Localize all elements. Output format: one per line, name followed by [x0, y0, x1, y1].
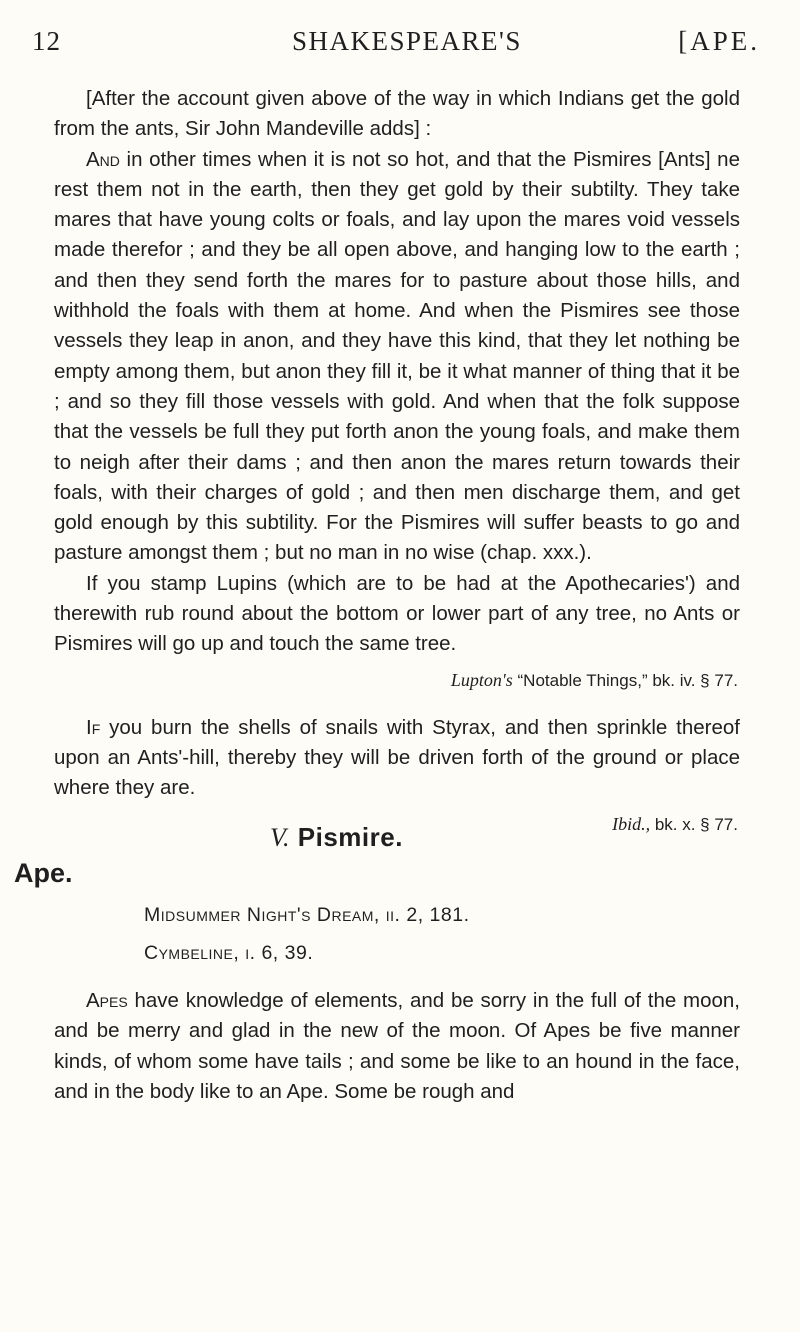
ibid-cite-rest: bk. x. § 77. — [650, 814, 738, 834]
main-text — [54, 84, 740, 843]
running-title: SHAKESPEARE'S — [292, 26, 522, 56]
reference-line: Cymbeline, i. 6, 39. — [144, 942, 314, 964]
snails-lead: If — [86, 715, 101, 739]
play-references — [144, 896, 470, 972]
lupton-cite-rest: “Notable Things,” bk. iv. § 77. — [512, 670, 738, 690]
apes-text — [54, 986, 740, 1107]
catchword: [APE. — [678, 26, 760, 56]
see-also-pismire — [270, 822, 403, 853]
lupton-citation — [54, 666, 740, 695]
lupins-paragraph: If you stamp Lupins (which are to be had at the Apothecaries') and therewith rub round about the bottom or lower part of any tree, no Ants or Pismires will go up and touch the same tree. — [54, 571, 740, 656]
apes-lead: Apes — [86, 989, 128, 1012]
see-also-word: Pismire. — [290, 822, 403, 852]
reference-line: Midsummer Night's Dream, ii. 2, 181. — [144, 904, 470, 926]
apes-paragraph — [54, 986, 740, 1107]
mandeville-text: in other times when it is not so hot, and that the Pismires [Ants] ne rest them not in the earth, then they get gold by their subtilty. They take mares that have young colts or foals, and lay upon the mares void vessels made therefor ; and they be all open above, and hanging low to the earth ; and then they send forth the mares for to pasture about those hills, and withhold the foals with them at home. And when the Pismires see those vessels they leap in anon, and they have this kind, that they let nothing be empty among them, but anon they fill it, be it what manner of thing that it be ; and so they fill those vessels with gold. And when that the folk suppose that the vessels be full they put forth anon the young foals, and make them to neigh after their dams ; and then anon the mares return towards their foals, with their charges of gold ; and then men discharge them, and get gold enough by this subtility. For the Pismires will suffer beasts to go and pasture amongst them ; but no man in no wise (chap. xxx.). — [54, 147, 740, 565]
page-number: 12 — [32, 26, 61, 56]
see-also-prefix: V. — [270, 823, 291, 852]
intro-paragraph: [After the account given above of the way in which Indians get the gold from the ants, Sir John Mandeville adds] : — [54, 87, 740, 141]
mandeville-paragraph — [54, 145, 740, 569]
snails-paragraph — [54, 713, 740, 804]
apes-body: have knowledge of elements, and be sorry in the full of the moon, and be merry and glad in the new of the moon. Of Apes be five manner kinds, of whom some have tails ; and some be like to an hound in the face, and in the body like to an Ape. Some be rough and — [54, 989, 740, 1103]
snails-text: you burn the shells of snails with Styrax, and then sprinkle thereof upon an Ants'-hill, thereby they will be driven forth of the ground or place where they are. — [54, 715, 740, 800]
mandeville-lead: And — [86, 147, 120, 171]
entry-headword: Ape. — [14, 858, 73, 888]
running-header — [32, 26, 760, 66]
ibid-cite-author: Ibid., — [612, 813, 651, 834]
lupton-cite-author: Lupton's — [450, 669, 513, 690]
